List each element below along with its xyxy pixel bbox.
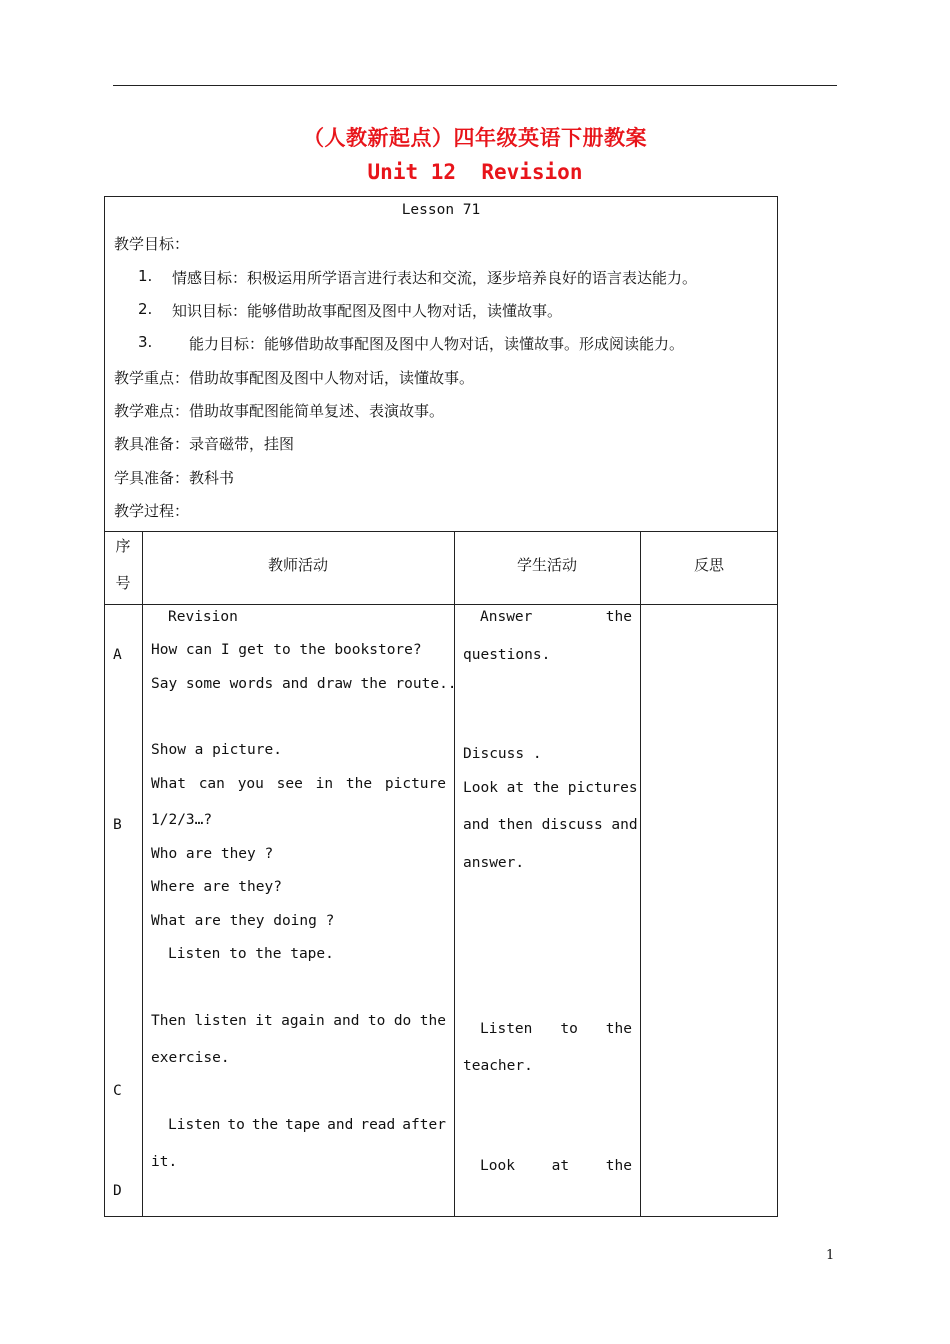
teacher-line: How can I get to the bookstore? xyxy=(151,642,422,658)
objective-text: 情感目标：积极运用所学语言进行表达和交流，逐步培养良好的语言表达能力。 xyxy=(172,269,698,287)
difficulty: 教学难点：借助故事配图能简单复述、表演故事。 xyxy=(114,402,445,420)
teacher-line: exercise. xyxy=(151,1050,230,1066)
page-subtitle: Unit 12 Revision xyxy=(367,160,583,184)
column-divider xyxy=(454,531,455,1217)
header-seq-bottom: 号 xyxy=(115,574,131,592)
section-label: B xyxy=(113,817,122,833)
student-line: teacher. xyxy=(463,1058,533,1074)
student-line-justified: Look at the xyxy=(480,1158,632,1174)
key-point: 教学重点：借助故事配图及图中人物对话，读懂故事。 xyxy=(114,369,475,387)
student-line: Discuss . xyxy=(463,746,542,762)
lesson-name: Lesson 71 xyxy=(401,202,481,218)
section-label: D xyxy=(113,1183,122,1199)
teacher-line: Who are they ? xyxy=(151,846,274,862)
objective-number: 3. xyxy=(138,333,153,351)
page-title: （人教新起点）四年级英语下册教案 xyxy=(303,126,647,150)
objective-text: 能力目标：能够借助故事配图及图中人物对话，读懂故事。形成阅读能力。 xyxy=(189,335,685,353)
teacher-line: Show a picture. xyxy=(151,742,282,758)
teacher-line-justified: What can you see in the picture xyxy=(151,776,446,792)
teacher-line: 1/2/3…? xyxy=(151,812,213,828)
student-line-justified: Answer the xyxy=(480,609,632,625)
student-line-justified: Listen to the xyxy=(480,1021,632,1037)
teacher-line: Listen to the tape. xyxy=(168,946,334,962)
table-divider xyxy=(104,531,778,532)
column-divider xyxy=(640,531,641,1217)
teacher-line: it. xyxy=(151,1154,178,1170)
teacher-line: Say some words and draw the route.. xyxy=(151,676,457,692)
student-line: and then discuss and xyxy=(463,817,638,833)
student-line: questions. xyxy=(463,647,551,663)
table-header-divider xyxy=(104,604,778,605)
objective-text: 知识目标：能够借助故事配图及图中人物对话，读懂故事。 xyxy=(172,302,563,320)
teacher-line: Where are they? xyxy=(151,879,282,895)
header-teacher: 教师活动 xyxy=(267,556,328,574)
teacher-line: What are they doing ? xyxy=(151,913,335,929)
header-student: 学生活动 xyxy=(516,556,577,574)
header-seq-top: 序 xyxy=(115,537,131,555)
teaching-aids: 教具准备：录音磁带，挂图 xyxy=(114,435,295,453)
student-line: Look at the pictures xyxy=(463,780,638,796)
student-line: answer. xyxy=(463,855,525,871)
objective-number: 2. xyxy=(138,300,153,318)
process-label: 教学过程： xyxy=(114,502,190,520)
header-reflection: 反思 xyxy=(693,556,724,574)
section-label: A xyxy=(113,647,122,663)
header-rule xyxy=(113,85,837,86)
teacher-line: Revision xyxy=(168,609,238,625)
column-divider xyxy=(142,531,143,1217)
teacher-line-justified: Then listen it again and to do the xyxy=(151,1013,446,1029)
objectives-label: 教学目标： xyxy=(114,235,190,253)
objective-number: 1. xyxy=(138,267,153,285)
section-label: C xyxy=(113,1083,122,1099)
student-prep: 学具准备：教科书 xyxy=(114,469,235,487)
teacher-line-justified: Listen to the tape and read after xyxy=(168,1117,446,1133)
page-number: 1 xyxy=(826,1248,835,1263)
